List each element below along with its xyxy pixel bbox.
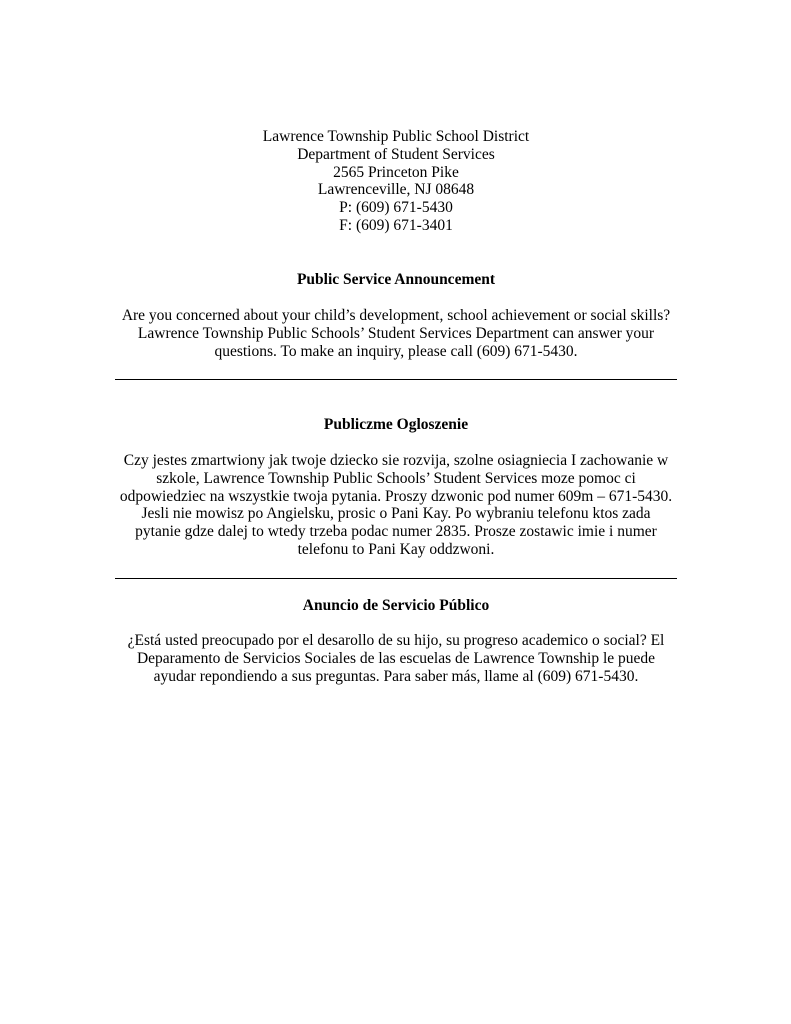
english-announcement: [115, 307, 677, 360]
spanish-line: ayudar repondiendo a sus preguntas. Para saber más, llame al (609) 671-5430.: [153, 667, 639, 685]
polish-line: odpowiedziec na wszystkie twoja pytania. Proszy dzwonic pod numer 609m – 671-5430.: [119, 487, 673, 505]
phone-number: P: (609) 671-5430: [339, 199, 453, 217]
polish-line: Czy jestes zmartwiony jak twoje dziecko sie rozvija, szolne osiagniecia I zachowanie w: [123, 452, 669, 469]
address-block: [115, 128, 677, 235]
polish-line: telefonu to Pani Kay oddzwoni.: [297, 540, 495, 558]
polish-announcement: [115, 452, 677, 559]
english-heading: Public Service Announcement: [296, 271, 496, 288]
department-name: Department of Student Services: [297, 145, 495, 163]
english-line: Are you concerned about your child’s development, school achievement or social skills?: [121, 307, 671, 324]
spanish-heading: Anuncio de Servicio Público: [302, 597, 490, 614]
section-divider: [115, 379, 677, 380]
street-address: 2565 Princeton Pike: [333, 163, 459, 181]
polish-line: Jesli nie mowisz po Angielsku, prosic o Pani Kay. Po wybraniu telefonu ktos zada: [141, 505, 651, 523]
section-divider: [115, 578, 677, 579]
spanish-line: Deparamento de Servicios Sociales de las escuelas de Lawrence Township le puede: [136, 649, 656, 667]
fax-number: F: (609) 671-3401: [339, 216, 453, 234]
polish-heading: Publiczme Ogloszenie: [323, 416, 469, 433]
city-state-zip: Lawrenceville, NJ 08648: [317, 181, 475, 199]
district-name: Lawrence Township Public School District: [262, 128, 530, 145]
english-line: questions. To make an inquiry, please call (609) 671-5430.: [214, 342, 578, 360]
spanish-announcement: [115, 632, 677, 685]
spanish-line: ¿Está usted preocupado por el desarollo de su hijo, su progreso academico o social? El: [127, 632, 665, 649]
polish-line: szkole, Lawrence Township Public Schools’ Student Services moze pomoc ci: [156, 469, 636, 487]
english-line: Lawrence Township Public Schools’ Student Services Department can answer your: [137, 324, 655, 342]
polish-line: pytanie gdze dalej to wtedy trzeba podac numer 2835. Prosze zostawic imie i numer: [135, 523, 657, 541]
